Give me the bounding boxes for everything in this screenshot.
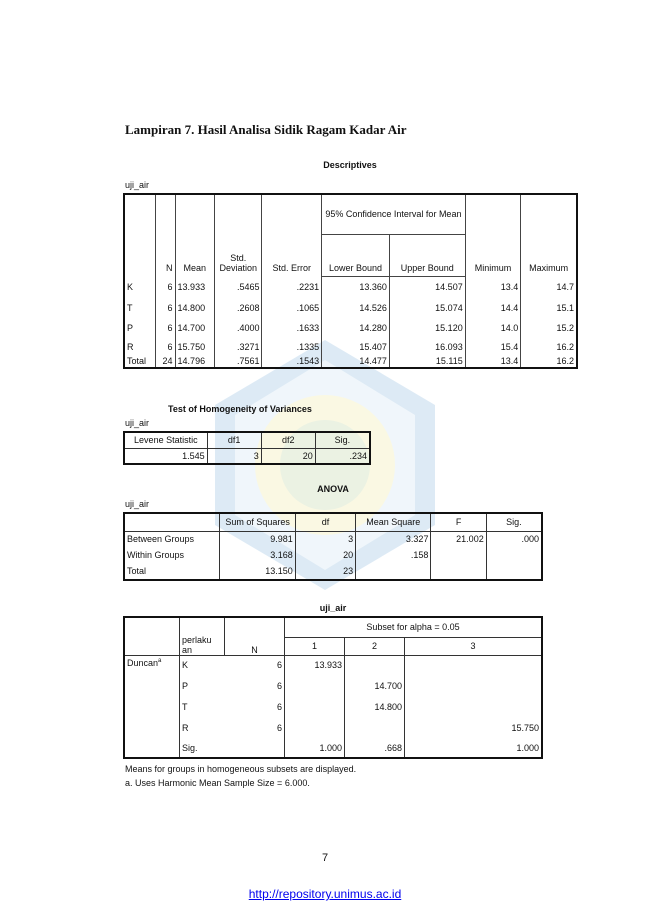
col-mean-header: Mean <box>175 194 214 276</box>
col-ub-header: Upper Bound <box>389 234 465 276</box>
page-number: 7 <box>321 852 329 864</box>
table-row: 1.545 3 20 .234 <box>124 448 370 464</box>
col-lb-header: Lower Bound <box>322 234 390 276</box>
method-label: Duncan$^a$ <box>124 655 180 758</box>
repository-link[interactable]: http://repository.unimus.ac.id <box>248 887 402 901</box>
table-row: Sig. 1.000 .668 1.000 <box>124 738 542 758</box>
anova-table-wrap <box>123 512 543 581</box>
table-row: Total 24 14.796 .7561 .1543 14.477 15.115 13.4 16.2 <box>124 355 577 368</box>
table-row: P 6 14.700 .4000 .1633 14.280 15.120 14.0 15.2 <box>124 318 577 338</box>
homogeneity-table-wrap <box>123 431 371 465</box>
descriptives-table <box>123 193 578 369</box>
duncan-caption: uji_air <box>319 603 347 613</box>
anova-caption: ANOVA <box>317 484 349 494</box>
page-heading: Lampiran 7. Hasil Analisa Sidik Ragam Kadar Air <box>125 122 407 137</box>
footer-link-wrap <box>0 887 650 901</box>
anova-table: Sum of Squares df Mean Square F Sig. Between Groups 9.981 3 3.327 21.002 .000 Within Groups 3.168 20 .158 Total 13.150 23 <box>123 512 543 581</box>
col-max-header: Maximum <box>521 194 577 276</box>
table-row: R 6 15.750 <box>124 717 542 738</box>
table-row: Duncan$^a$ K 6 13.933 <box>124 655 542 675</box>
n-header: N <box>225 617 285 655</box>
table-row: Total 13.150 23 <box>124 563 542 580</box>
table-row: P 6 14.700 <box>124 675 542 696</box>
duncan-table: perlakuan N Subset for alpha = 0.05 1 2 3 Duncan$^a$ K 6 13.933 P 6 14.700 T 6 14.800 R 6 15.750 Sig. 1.000 .668 1.000 <box>123 616 543 759</box>
table-row: Between Groups 9.981 3 3.327 21.002 .000 <box>124 531 542 547</box>
table-row: T 6 14.800 <box>124 696 542 717</box>
group-header: perlakuan <box>180 617 225 655</box>
table-row: T 6 14.800 .2608 .1065 14.526 15.074 14.4 15.1 <box>124 298 577 318</box>
duncan-table-wrap <box>123 616 543 759</box>
homogeneity-caption: Test of Homogeneity of Variances <box>168 404 312 414</box>
table-row: K 6 13.933 .5465 .2231 13.360 14.507 13.4 14.7 <box>124 276 577 298</box>
col-sd-header: Std. Deviation <box>214 194 262 276</box>
ci-header: 95% Confidence Interval for Mean <box>322 194 466 234</box>
col-min-header: Minimum <box>465 194 521 276</box>
homogeneity-table: Levene Statistic df1 df2 Sig. 1.545 3 20 .234 <box>123 431 371 465</box>
descriptives-dv-label: uji_air <box>125 180 150 190</box>
subset-header: Subset for alpha = 0.05 <box>285 617 543 637</box>
descriptives-table-wrap <box>123 193 578 369</box>
col-n-header: N <box>156 194 175 276</box>
table-row: R 6 15.750 .3271 .1335 15.407 16.093 15.4 16.2 <box>124 338 577 355</box>
col-se-header: Std. Error <box>262 194 322 276</box>
duncan-note-2: a. Uses Harmonic Mean Sample Size = 6.000. <box>125 778 310 788</box>
table-row: Within Groups 3.168 20 .158 <box>124 547 542 563</box>
duncan-note-1: Means for groups in homogeneous subsets are displayed. <box>125 764 357 774</box>
homogeneity-dv-label: uji_air <box>125 418 150 428</box>
descriptives-caption: Descriptives <box>323 160 377 170</box>
anova-dv-label: uji_air <box>125 499 150 509</box>
